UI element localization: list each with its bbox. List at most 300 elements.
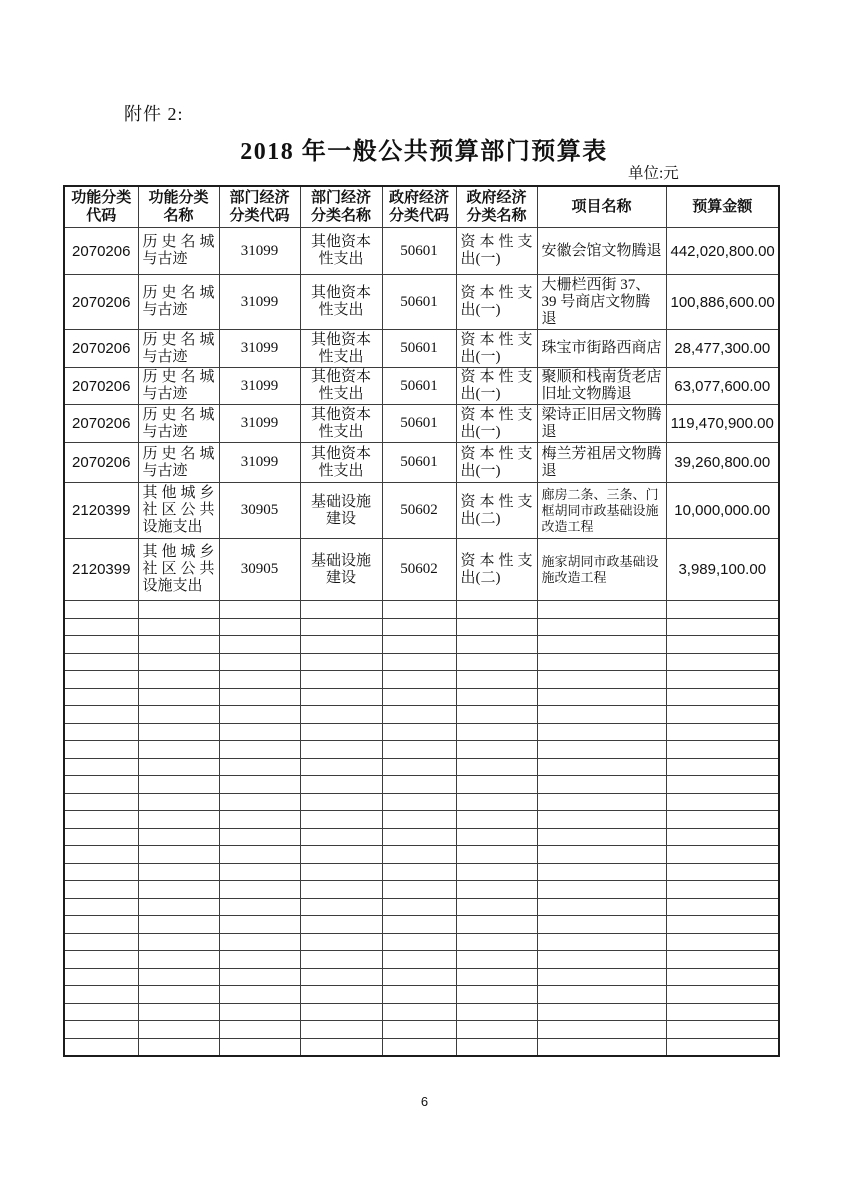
empty-cell xyxy=(219,758,300,776)
empty-cell xyxy=(300,811,382,829)
empty-cell xyxy=(138,636,219,654)
empty-cell xyxy=(300,933,382,951)
empty-cell xyxy=(138,793,219,811)
empty-cell xyxy=(64,898,138,916)
empty-cell xyxy=(382,688,456,706)
cell-func_name: 历史名城与古迹 xyxy=(138,228,219,275)
empty-cell xyxy=(64,846,138,864)
empty-cell xyxy=(300,828,382,846)
empty-cell xyxy=(456,758,537,776)
empty-cell xyxy=(64,1003,138,1021)
empty-cell xyxy=(219,601,300,619)
empty-cell xyxy=(382,636,456,654)
empty-cell xyxy=(64,618,138,636)
empty-cell xyxy=(64,758,138,776)
empty-table-row xyxy=(64,1038,779,1056)
empty-cell xyxy=(219,653,300,671)
empty-cell xyxy=(537,793,666,811)
cell-dept_name: 其他资本性支出 xyxy=(300,275,382,330)
empty-table-row xyxy=(64,986,779,1004)
cell-dept_name: 其他资本性支出 xyxy=(300,368,382,405)
cell-func_name: 其他城乡社区公共设施支出 xyxy=(138,539,219,601)
empty-cell xyxy=(666,671,779,689)
cell-dept_name: 其他资本性支出 xyxy=(300,405,382,443)
cell-func_name: 历史名城与古迹 xyxy=(138,443,219,483)
empty-cell xyxy=(64,951,138,969)
empty-cell xyxy=(382,811,456,829)
cell-project: 安徽会馆文物腾退 xyxy=(537,228,666,275)
empty-cell xyxy=(219,881,300,899)
empty-cell xyxy=(456,846,537,864)
cell-gov_code: 50601 xyxy=(382,443,456,483)
cell-project: 大栅栏西街 37、39 号商店文物腾退 xyxy=(537,275,666,330)
empty-table-row xyxy=(64,688,779,706)
cell-func_code: 2070206 xyxy=(64,330,138,368)
empty-cell xyxy=(138,968,219,986)
empty-cell xyxy=(64,1038,138,1056)
empty-cell xyxy=(300,741,382,759)
cell-amount: 10,000,000.00 xyxy=(666,483,779,539)
empty-cell xyxy=(300,706,382,724)
empty-cell xyxy=(219,618,300,636)
column-header-func_name: 功能分类名称 xyxy=(138,186,219,228)
cell-amount: 63,077,600.00 xyxy=(666,368,779,405)
empty-cell xyxy=(537,968,666,986)
cell-func_code: 2070206 xyxy=(64,368,138,405)
empty-cell xyxy=(456,653,537,671)
cell-gov_name: 资本性支出(一) xyxy=(456,405,537,443)
empty-cell xyxy=(382,601,456,619)
empty-cell xyxy=(219,986,300,1004)
empty-cell xyxy=(666,933,779,951)
empty-cell xyxy=(300,723,382,741)
empty-cell xyxy=(666,776,779,794)
empty-cell xyxy=(456,741,537,759)
empty-cell xyxy=(64,863,138,881)
cell-gov_name: 资本性支出(一) xyxy=(456,228,537,275)
table-row xyxy=(64,483,779,539)
column-header-gov_name: 政府经济分类名称 xyxy=(456,186,537,228)
empty-cell xyxy=(138,758,219,776)
empty-cell xyxy=(666,986,779,1004)
cell-dept_code: 31099 xyxy=(219,228,300,275)
cell-dept_code: 31099 xyxy=(219,405,300,443)
empty-cell xyxy=(456,863,537,881)
empty-cell xyxy=(537,776,666,794)
empty-cell xyxy=(666,916,779,934)
cell-project: 廊房二条、三条、门框胡同市政基础设施改造工程 xyxy=(537,483,666,539)
empty-cell xyxy=(138,601,219,619)
table-row xyxy=(64,443,779,483)
empty-cell xyxy=(666,951,779,969)
empty-cell xyxy=(300,916,382,934)
table-row xyxy=(64,275,779,330)
empty-cell xyxy=(666,636,779,654)
empty-cell xyxy=(382,1038,456,1056)
empty-table-row xyxy=(64,1003,779,1021)
cell-func_code: 2070206 xyxy=(64,228,138,275)
empty-cell xyxy=(537,898,666,916)
empty-cell xyxy=(300,793,382,811)
cell-dept_code: 31099 xyxy=(219,330,300,368)
empty-cell xyxy=(219,968,300,986)
empty-cell xyxy=(382,1003,456,1021)
cell-project: 聚顺和栈南货老店旧址文物腾退 xyxy=(537,368,666,405)
empty-table-row xyxy=(64,723,779,741)
table-row xyxy=(64,330,779,368)
table-header xyxy=(64,186,779,228)
empty-cell xyxy=(382,881,456,899)
table-row xyxy=(64,228,779,275)
empty-cell xyxy=(219,793,300,811)
empty-table-row xyxy=(64,618,779,636)
table-header-row xyxy=(64,186,779,228)
empty-cell xyxy=(138,706,219,724)
cell-func_name: 其他城乡社区公共设施支出 xyxy=(138,483,219,539)
cell-gov_name: 资本性支出(一) xyxy=(456,443,537,483)
cell-func_name: 历史名城与古迹 xyxy=(138,405,219,443)
empty-cell xyxy=(537,601,666,619)
empty-cell xyxy=(666,706,779,724)
empty-cell xyxy=(537,933,666,951)
cell-func_code: 2120399 xyxy=(64,483,138,539)
empty-cell xyxy=(382,916,456,934)
cell-dept_code: 31099 xyxy=(219,368,300,405)
empty-cell xyxy=(456,968,537,986)
empty-cell xyxy=(456,951,537,969)
cell-dept_name: 其他资本性支出 xyxy=(300,443,382,483)
empty-table-row xyxy=(64,653,779,671)
empty-cell xyxy=(456,1003,537,1021)
empty-cell xyxy=(138,811,219,829)
cell-dept_name: 基础设施建设 xyxy=(300,539,382,601)
empty-cell xyxy=(456,1038,537,1056)
empty-cell xyxy=(456,723,537,741)
empty-table-row xyxy=(64,741,779,759)
table-row xyxy=(64,405,779,443)
column-header-amount: 预算金额 xyxy=(666,186,779,228)
empty-cell xyxy=(666,741,779,759)
cell-func_name: 历史名城与古迹 xyxy=(138,368,219,405)
empty-cell xyxy=(300,1003,382,1021)
empty-cell xyxy=(382,898,456,916)
empty-table-row xyxy=(64,951,779,969)
empty-cell xyxy=(456,828,537,846)
empty-cell xyxy=(456,916,537,934)
empty-cell xyxy=(300,758,382,776)
column-header-func_code: 功能分类代码 xyxy=(64,186,138,228)
cell-amount: 442,020,800.00 xyxy=(666,228,779,275)
cell-amount: 3,989,100.00 xyxy=(666,539,779,601)
empty-cell xyxy=(382,1021,456,1039)
cell-gov_code: 50601 xyxy=(382,368,456,405)
empty-cell xyxy=(138,828,219,846)
empty-cell xyxy=(537,986,666,1004)
empty-cell xyxy=(300,688,382,706)
empty-cell xyxy=(138,741,219,759)
cell-dept_code: 30905 xyxy=(219,539,300,601)
empty-cell xyxy=(300,846,382,864)
empty-cell xyxy=(219,828,300,846)
empty-cell xyxy=(537,846,666,864)
cell-func_code: 2070206 xyxy=(64,405,138,443)
empty-cell xyxy=(64,933,138,951)
empty-table-row xyxy=(64,706,779,724)
empty-cell xyxy=(456,618,537,636)
empty-cell xyxy=(537,951,666,969)
empty-cell xyxy=(300,1021,382,1039)
empty-cell xyxy=(537,916,666,934)
empty-cell xyxy=(666,653,779,671)
empty-cell xyxy=(138,1021,219,1039)
empty-cell xyxy=(138,723,219,741)
empty-cell xyxy=(300,951,382,969)
column-header-dept_name: 部门经济分类名称 xyxy=(300,186,382,228)
empty-cell xyxy=(456,706,537,724)
empty-cell xyxy=(64,688,138,706)
empty-table-row xyxy=(64,846,779,864)
empty-cell xyxy=(138,916,219,934)
empty-cell xyxy=(64,881,138,899)
empty-cell xyxy=(382,706,456,724)
empty-cell xyxy=(64,1021,138,1039)
empty-table-row xyxy=(64,671,779,689)
cell-dept_name: 其他资本性支出 xyxy=(300,330,382,368)
empty-cell xyxy=(64,968,138,986)
empty-cell xyxy=(219,933,300,951)
table-row xyxy=(64,539,779,601)
empty-cell xyxy=(456,1021,537,1039)
empty-table-row xyxy=(64,968,779,986)
empty-cell xyxy=(382,951,456,969)
empty-cell xyxy=(219,688,300,706)
empty-cell xyxy=(138,986,219,1004)
empty-cell xyxy=(456,986,537,1004)
empty-cell xyxy=(537,618,666,636)
empty-cell xyxy=(666,758,779,776)
empty-cell xyxy=(382,968,456,986)
empty-cell xyxy=(666,811,779,829)
empty-cell xyxy=(138,1038,219,1056)
empty-cell xyxy=(300,601,382,619)
empty-cell xyxy=(537,863,666,881)
empty-cell xyxy=(138,898,219,916)
cell-gov_name: 资本性支出(一) xyxy=(456,330,537,368)
cell-gov_code: 50602 xyxy=(382,539,456,601)
budget-table xyxy=(63,185,780,1057)
empty-cell xyxy=(382,776,456,794)
cell-amount: 119,470,900.00 xyxy=(666,405,779,443)
empty-cell xyxy=(666,1021,779,1039)
empty-cell xyxy=(456,688,537,706)
column-header-project: 项目名称 xyxy=(537,186,666,228)
empty-cell xyxy=(64,986,138,1004)
empty-cell xyxy=(64,828,138,846)
cell-project: 梅兰芳祖居文物腾退 xyxy=(537,443,666,483)
cell-dept_code: 31099 xyxy=(219,275,300,330)
empty-cell xyxy=(382,933,456,951)
empty-table-row xyxy=(64,758,779,776)
empty-table-row xyxy=(64,776,779,794)
empty-cell xyxy=(666,846,779,864)
empty-cell xyxy=(138,653,219,671)
column-header-dept_code: 部门经济分类代码 xyxy=(219,186,300,228)
empty-table-row xyxy=(64,793,779,811)
empty-cell xyxy=(64,636,138,654)
empty-cell xyxy=(537,1021,666,1039)
table-row xyxy=(64,368,779,405)
empty-cell xyxy=(666,688,779,706)
empty-cell xyxy=(219,1038,300,1056)
empty-cell xyxy=(537,688,666,706)
cell-gov_name: 资本性支出(一) xyxy=(456,275,537,330)
cell-func_name: 历史名城与古迹 xyxy=(138,330,219,368)
empty-cell xyxy=(138,863,219,881)
empty-cell xyxy=(219,671,300,689)
empty-cell xyxy=(300,636,382,654)
empty-cell xyxy=(456,671,537,689)
empty-cell xyxy=(219,916,300,934)
empty-cell xyxy=(138,776,219,794)
empty-cell xyxy=(382,986,456,1004)
cell-gov_code: 50601 xyxy=(382,405,456,443)
column-header-gov_code: 政府经济分类代码 xyxy=(382,186,456,228)
empty-cell xyxy=(666,601,779,619)
empty-cell xyxy=(666,898,779,916)
cell-gov_name: 资本性支出(二) xyxy=(456,483,537,539)
page-number: 6 xyxy=(420,1094,429,1109)
empty-cell xyxy=(219,706,300,724)
empty-cell xyxy=(138,881,219,899)
cell-amount: 100,886,600.00 xyxy=(666,275,779,330)
cell-gov_name: 资本性支出(一) xyxy=(456,368,537,405)
empty-cell xyxy=(300,776,382,794)
empty-cell xyxy=(219,741,300,759)
empty-cell xyxy=(138,951,219,969)
empty-cell xyxy=(64,723,138,741)
empty-cell xyxy=(666,1003,779,1021)
empty-cell xyxy=(382,723,456,741)
empty-cell xyxy=(382,618,456,636)
empty-cell xyxy=(64,671,138,689)
attachment-label: 附件 2: xyxy=(124,104,184,124)
empty-cell xyxy=(537,636,666,654)
empty-cell xyxy=(537,723,666,741)
cell-amount: 28,477,300.00 xyxy=(666,330,779,368)
empty-cell xyxy=(138,933,219,951)
empty-cell xyxy=(537,828,666,846)
empty-cell xyxy=(456,601,537,619)
empty-cell xyxy=(219,898,300,916)
empty-cell xyxy=(382,671,456,689)
empty-cell xyxy=(537,741,666,759)
empty-cell xyxy=(64,706,138,724)
empty-cell xyxy=(64,601,138,619)
empty-cell xyxy=(300,1038,382,1056)
empty-cell xyxy=(64,916,138,934)
empty-cell xyxy=(666,881,779,899)
empty-cell xyxy=(300,671,382,689)
empty-cell xyxy=(300,863,382,881)
empty-table-row xyxy=(64,863,779,881)
empty-cell xyxy=(382,828,456,846)
page-title: 2018 年一般公共预算部门预算表 xyxy=(240,139,608,165)
empty-cell xyxy=(456,933,537,951)
cell-project: 珠宝市街路西商店 xyxy=(537,330,666,368)
empty-cell xyxy=(219,811,300,829)
cell-gov_code: 50601 xyxy=(382,228,456,275)
cell-gov_name: 资本性支出(二) xyxy=(456,539,537,601)
cell-func_code: 2070206 xyxy=(64,443,138,483)
empty-cell xyxy=(537,811,666,829)
empty-cell xyxy=(666,1038,779,1056)
cell-func_name: 历史名城与古迹 xyxy=(138,275,219,330)
empty-table-row xyxy=(64,636,779,654)
empty-cell xyxy=(666,968,779,986)
cell-dept_name: 基础设施建设 xyxy=(300,483,382,539)
cell-gov_code: 50601 xyxy=(382,330,456,368)
cell-amount: 39,260,800.00 xyxy=(666,443,779,483)
cell-dept_code: 30905 xyxy=(219,483,300,539)
empty-cell xyxy=(537,758,666,776)
cell-project: 施家胡同市政基础设施改造工程 xyxy=(537,539,666,601)
cell-dept_code: 31099 xyxy=(219,443,300,483)
empty-cell xyxy=(219,636,300,654)
empty-cell xyxy=(382,863,456,881)
cell-func_code: 2070206 xyxy=(64,275,138,330)
empty-cell xyxy=(666,863,779,881)
empty-table-row xyxy=(64,828,779,846)
empty-cell xyxy=(537,671,666,689)
empty-cell xyxy=(64,776,138,794)
empty-cell xyxy=(219,951,300,969)
empty-cell xyxy=(382,846,456,864)
empty-cell xyxy=(666,793,779,811)
empty-cell xyxy=(666,618,779,636)
empty-cell xyxy=(456,881,537,899)
empty-cell xyxy=(219,1003,300,1021)
empty-cell xyxy=(300,618,382,636)
empty-cell xyxy=(138,671,219,689)
empty-cell xyxy=(219,776,300,794)
empty-table-row xyxy=(64,811,779,829)
empty-cell xyxy=(666,828,779,846)
empty-cell xyxy=(537,1038,666,1056)
empty-cell xyxy=(219,1021,300,1039)
empty-cell xyxy=(300,968,382,986)
empty-cell xyxy=(382,758,456,776)
empty-cell xyxy=(138,1003,219,1021)
empty-cell xyxy=(138,618,219,636)
cell-project: 梁诗正旧居文物腾退 xyxy=(537,405,666,443)
empty-cell xyxy=(537,881,666,899)
empty-cell xyxy=(300,986,382,1004)
empty-cell xyxy=(382,741,456,759)
empty-cell xyxy=(64,653,138,671)
empty-cell xyxy=(382,653,456,671)
empty-cell xyxy=(138,688,219,706)
cell-gov_code: 50602 xyxy=(382,483,456,539)
empty-cell xyxy=(537,1003,666,1021)
empty-cell xyxy=(64,811,138,829)
empty-cell xyxy=(382,793,456,811)
empty-cell xyxy=(537,653,666,671)
empty-table-row xyxy=(64,898,779,916)
empty-cell xyxy=(138,846,219,864)
empty-cell xyxy=(456,636,537,654)
empty-table-row xyxy=(64,601,779,619)
cell-dept_name: 其他资本性支出 xyxy=(300,228,382,275)
